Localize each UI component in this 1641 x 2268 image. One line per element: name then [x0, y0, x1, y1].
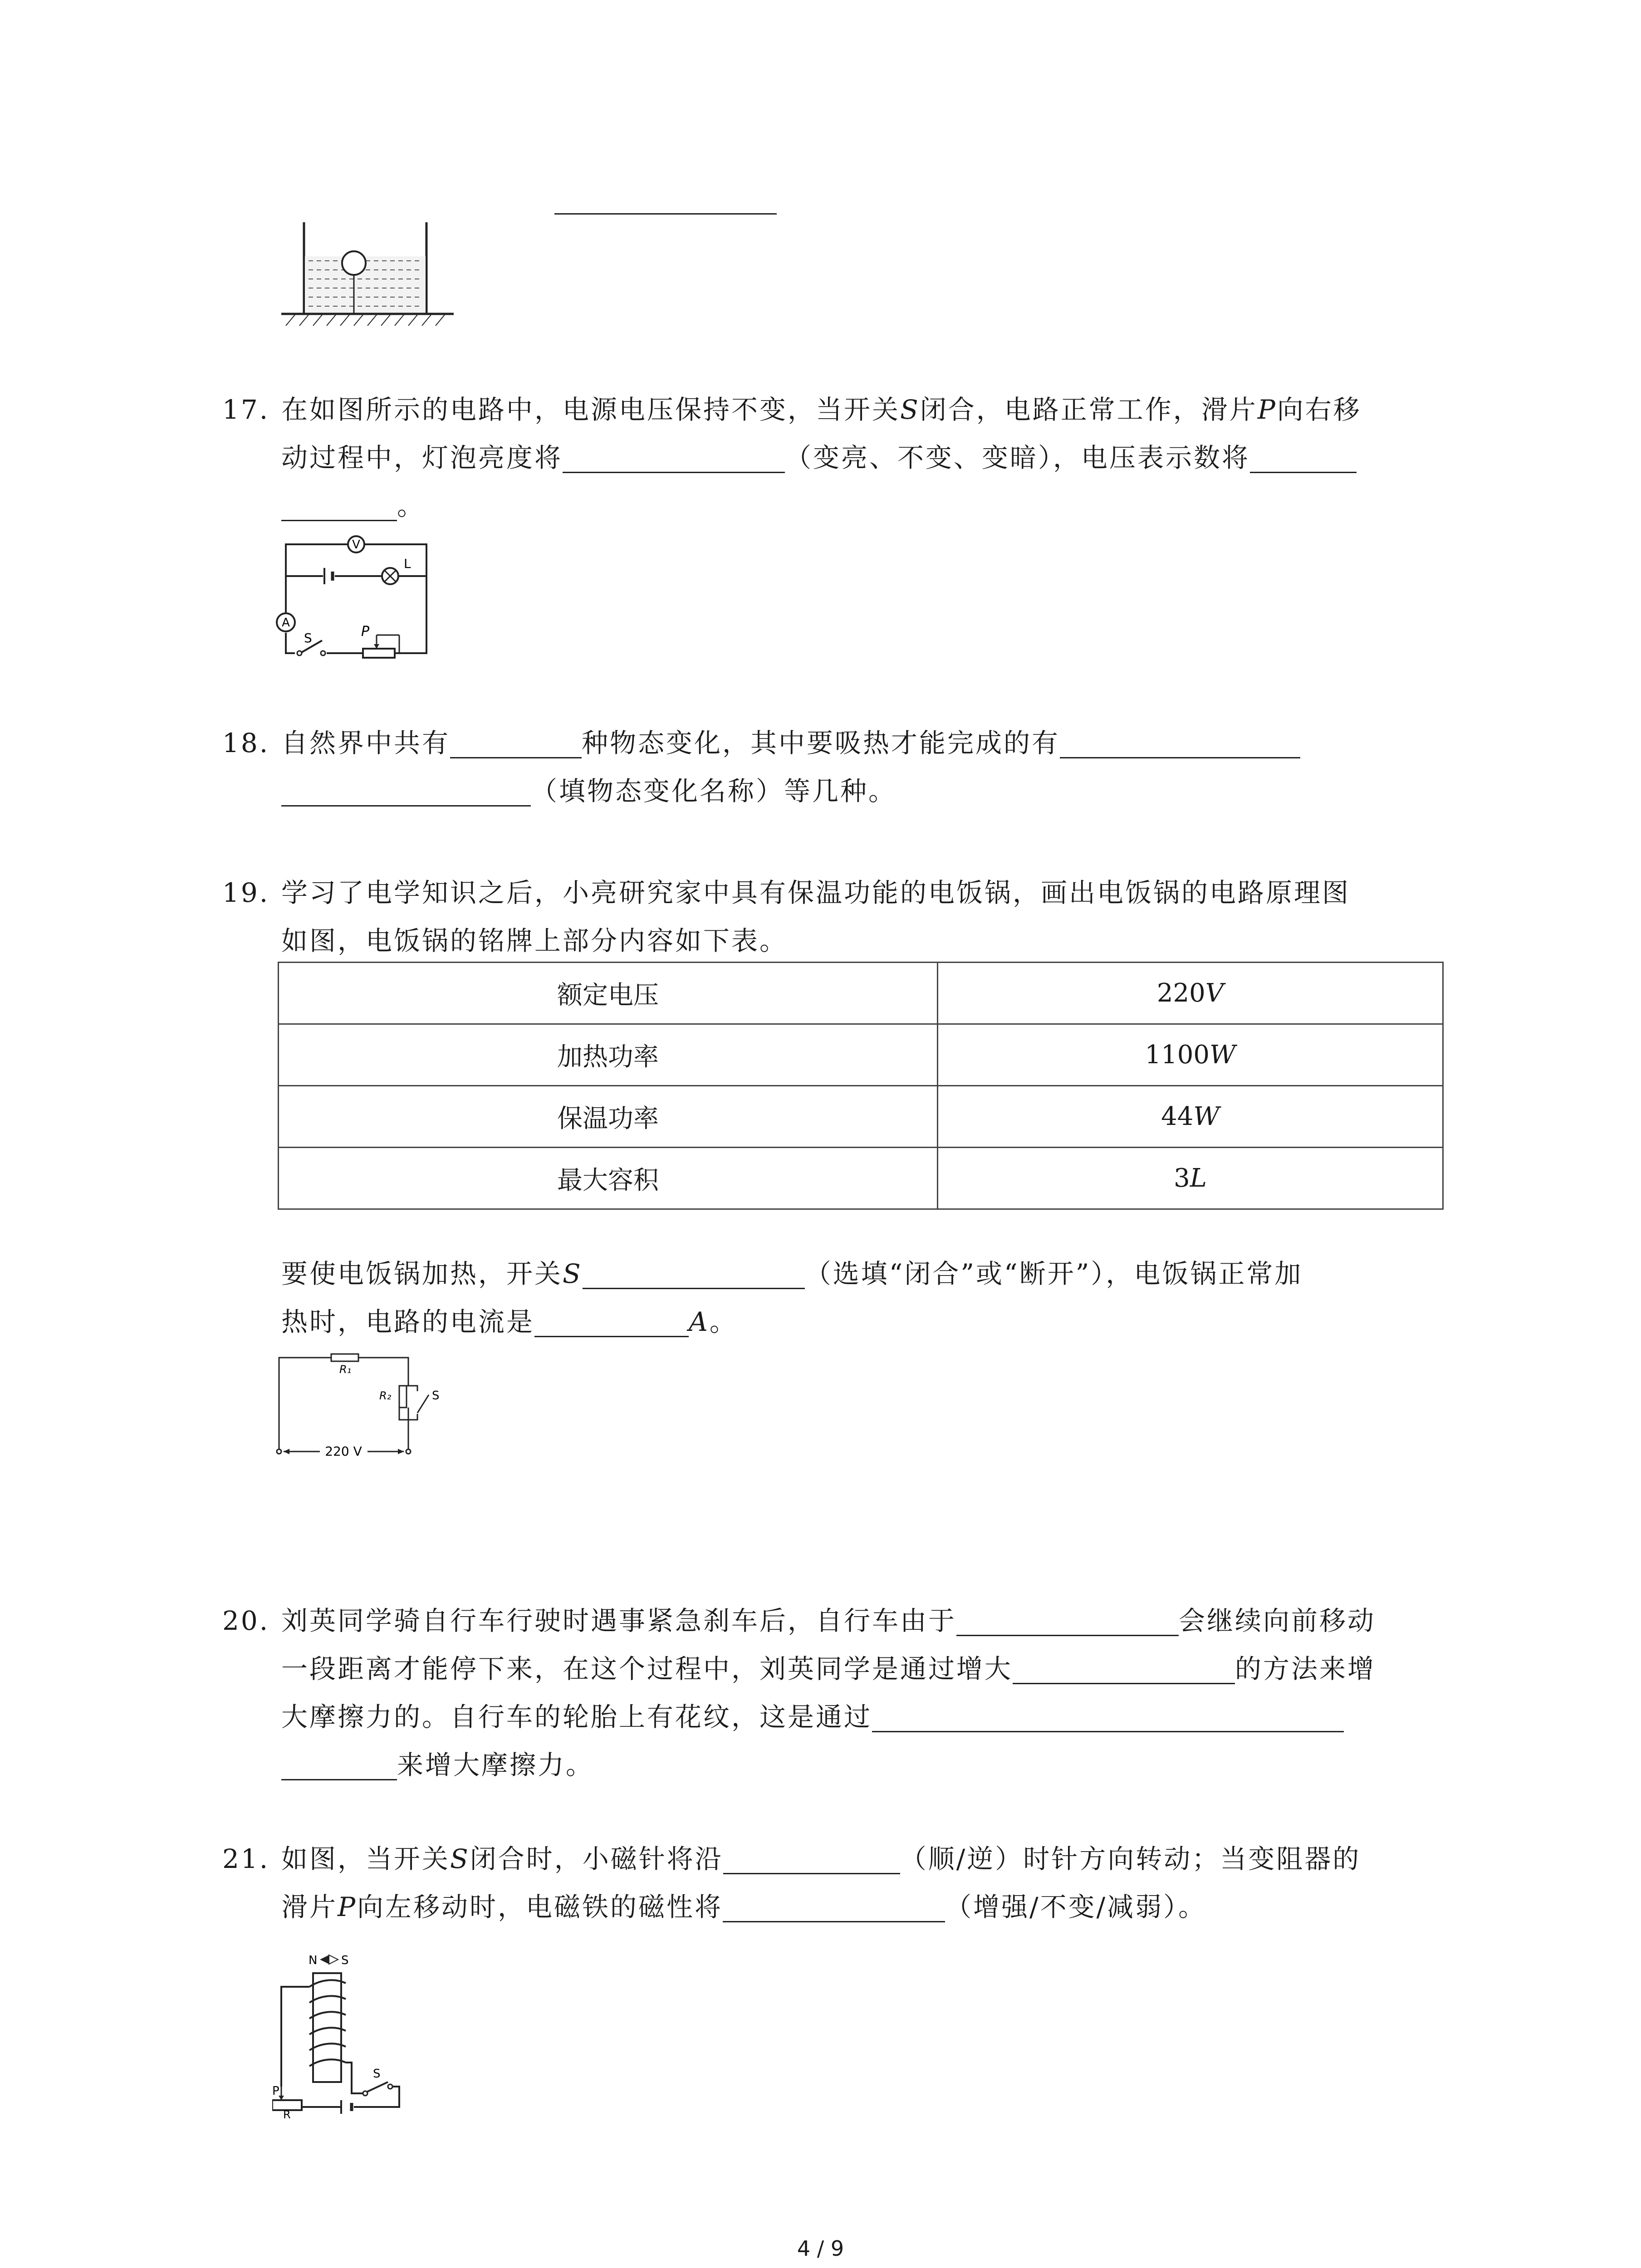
q20-line-4: 来增大摩擦力。 [222, 1741, 1376, 1789]
q17-line-1: 17. 在如图所示的电路中，电源电压保持不变，当开关S闭合，电路正常工作，滑片P向右移 [222, 386, 1362, 434]
q18-line-2: （填物态变化名称）等几种。 [222, 767, 1300, 815]
svg-text:220 V: 220 V [325, 1444, 362, 1458]
q18-blank-names-a[interactable] [1060, 725, 1300, 758]
question-18 [222, 719, 1300, 815]
q17-line-3: 。 [222, 482, 1362, 530]
q17-blank-voltmeter-a[interactable] [1250, 440, 1357, 473]
question-19-continued [222, 1250, 1303, 1346]
question-19 [222, 869, 1350, 965]
q16-answer-blank[interactable] [554, 181, 777, 215]
q19-blank-current[interactable] [534, 1304, 689, 1337]
q21-electromagnet-figure [272, 1950, 426, 2118]
q20-line-1: 20. 刘英同学骑自行车行驶时遇事紧急刹车后，自行车由于 会继续向前移动 [222, 1597, 1376, 1645]
q20-blank-inertia[interactable] [956, 1603, 1179, 1636]
svg-text:A: A [282, 616, 290, 630]
q20-number: 20. [222, 1605, 270, 1636]
svg-text:R: R [283, 2108, 291, 2118]
q19-circuit-figure [272, 1349, 463, 1458]
q19-blank-switch[interactable] [583, 1256, 805, 1289]
svg-text:R₂: R₂ [379, 1389, 392, 1402]
q19-nameplate-table [278, 962, 1444, 1210]
question-21 [222, 1835, 1361, 1931]
q20-blank-roughness-b[interactable] [281, 1747, 397, 1780]
q21-line-1: 21. 如图，当开关S闭合时，小磁针将沿 （顺/逆）时针方向转动；当变阻器的 [222, 1835, 1361, 1883]
q20-blank-pressure[interactable] [1013, 1651, 1235, 1684]
question-20 [222, 1597, 1376, 1789]
q18-blank-names-b[interactable] [281, 773, 531, 807]
q17-blank-brightness[interactable] [563, 440, 785, 473]
q21-line-2: 滑片P向左移动时，电磁铁的磁性将 （增强/不变/减弱）。 [222, 1883, 1361, 1931]
q17-line-2: 动过程中，灯泡亮度将 （变亮、不变、变暗），电压表示数将 [222, 434, 1362, 482]
q17-circuit-figure [272, 535, 440, 667]
q17-number: 17. [222, 394, 270, 425]
q21-blank-magnetism[interactable] [723, 1889, 945, 1922]
q18-number: 18. [222, 728, 270, 758]
q17-blank-voltmeter-b[interactable] [281, 488, 397, 521]
page-number: 4 / 9 [797, 2236, 844, 2261]
table-row: 保温功率 44W [279, 1086, 1443, 1148]
q18-blank-count[interactable] [450, 725, 582, 758]
q21-number: 21. [222, 1843, 270, 1874]
q19-line-2: 如图，电饭锅的铭牌上部分内容如下表。 [281, 925, 788, 956]
svg-text:S: S [341, 1954, 349, 1967]
q21-blank-direction[interactable] [723, 1841, 900, 1874]
q16-container-figure [272, 218, 463, 327]
q20-blank-roughness-a[interactable] [872, 1699, 1344, 1732]
q19-line-4: 热时，电路的电流是 A。 [222, 1298, 1303, 1346]
svg-text:S: S [373, 2067, 381, 2081]
table-row: 额定电压 220V [279, 963, 1443, 1024]
q19-line-1: 19. 学习了电学知识之后，小亮研究家中具有保温功能的电饭锅，画出电饭锅的电路原理图 [222, 869, 1350, 917]
svg-text:S: S [304, 631, 312, 645]
svg-text:P: P [272, 2084, 279, 2098]
q20-line-3: 大摩擦力的。自行车的轮胎上有花纹，这是通过 [222, 1693, 1376, 1741]
svg-text:V: V [352, 538, 360, 552]
svg-text:L: L [404, 556, 411, 571]
q19-number: 19. [222, 877, 270, 908]
svg-text:R₁: R₁ [339, 1363, 352, 1376]
table-row: 加热功率 1100W [279, 1024, 1443, 1086]
q19-line-3: 要使电饭锅加热，开关S （选填“闭合”或“断开”），电饭锅正常加 [222, 1250, 1303, 1298]
q18-line-1: 18. 自然界中共有 种物态变化，其中要吸热才能完成的有 [222, 719, 1300, 767]
q20-line-2: 一段距离才能停下来，在这个过程中，刘英同学是通过增大 的方法来增 [222, 1645, 1376, 1693]
table-row: 最大容积 3L [279, 1148, 1443, 1209]
question-17 [222, 386, 1362, 530]
svg-text:P: P [361, 624, 370, 640]
svg-text:N: N [309, 1954, 318, 1967]
svg-text:S: S [432, 1389, 440, 1403]
